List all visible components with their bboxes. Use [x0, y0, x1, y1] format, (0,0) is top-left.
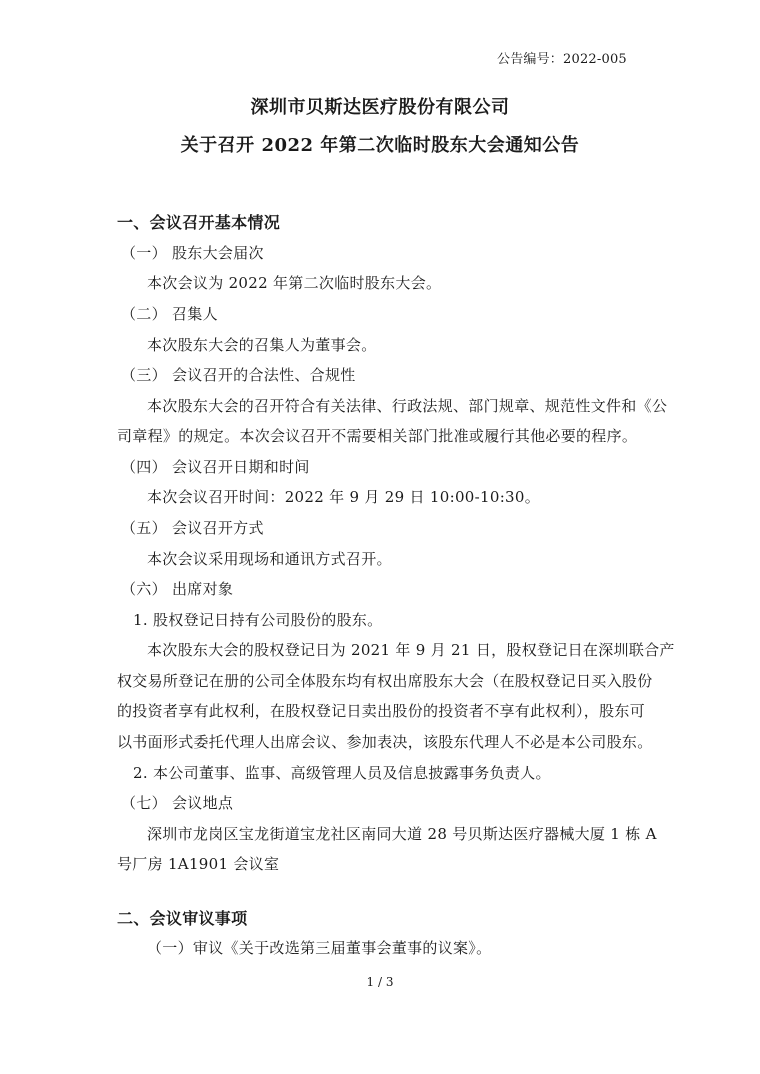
announcement-title: 关于召开 2022 年第二次临时股东大会通知公告: [180, 135, 580, 156]
item-2-text: 本次股东大会的召集人为董事会。: [147, 336, 377, 354]
company-name-title: 深圳市贝斯达医疗股份有限公司: [250, 97, 510, 118]
item-3-label: （三） 会议召开的合法性、合规性: [121, 366, 356, 384]
item-1-label: （一） 股东大会届次: [121, 244, 264, 262]
item-1-text: 本次会议为 2022 年第二次临时股东大会。: [147, 274, 442, 292]
item-6-paragraph-line1: 本次股东大会的股权登记日为 2021 年 9 月 21 日，股权登记日在深圳联合产: [147, 641, 675, 659]
item-6-paragraph-line2: 权交易所登记在册的公司全体股东均有权出席股东大会（在股权登记日买入股份: [117, 672, 653, 690]
section-2-heading: 二、会议审议事项: [117, 909, 248, 928]
section-1-heading: 一、会议召开基本情况: [117, 213, 281, 232]
item-4-text: 本次会议召开时间：2022 年 9 月 29 日 10:00-10:30。: [147, 488, 541, 506]
item-4-label: （四） 会议召开日期和时间: [121, 458, 310, 476]
item-3-text-line2: 司章程》的规定。本次会议召开不需要相关部门批准或履行其他必要的程序。: [117, 427, 638, 445]
item-6-paragraph-line3: 的投资者享有此权利，在股权登记日卖出股份的投资者不享有此权利），股东可: [117, 702, 646, 720]
item-5-text: 本次会议采用现场和通讯方式召开。: [147, 550, 392, 568]
item-2-label: （二） 召集人: [121, 305, 218, 323]
item-7-text-line2: 号厂房 1A1901 会议室: [117, 855, 280, 873]
item-6-paragraph-line4: 以书面形式委托代理人出席会议、参加表决，该股东代理人不必是本公司股东。: [117, 733, 653, 751]
item-7-label: （七） 会议地点: [121, 794, 234, 812]
item-3-text-line1: 本次股东大会的召开符合有关法律、行政法规、部门规章、规范性文件和《公: [147, 397, 668, 415]
announcement-number: 公告编号：2022-005: [497, 52, 627, 67]
section-2-item-1: （一）审议《关于改选第三届董事会董事的议案》。: [147, 939, 492, 957]
item-6-label: （六） 出席对象: [121, 580, 234, 598]
item-6-sub-1: 1. 股权登记日持有公司股份的股东。: [133, 611, 383, 629]
item-6-sub-2: 2. 本公司董事、监事、高级管理人员及信息披露事务负责人。: [133, 764, 551, 782]
item-7-text-line1: 深圳市龙岗区宝龙街道宝龙社区南同大道 28 号贝斯达医疗器械大厦 1 栋 A: [147, 825, 657, 843]
page-indicator: 1 / 3: [366, 975, 394, 989]
item-5-label: （五） 会议召开方式: [121, 519, 264, 537]
